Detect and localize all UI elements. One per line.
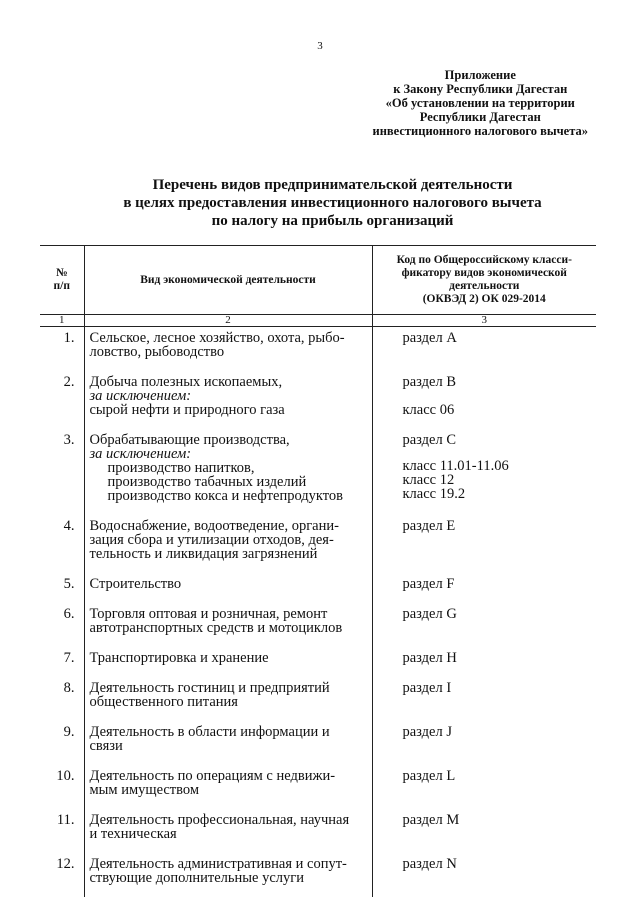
code-cell: раздел F: [372, 573, 596, 603]
activity-cell: Деятельность в области информации и связи: [84, 721, 372, 765]
row-number: 5.: [63, 576, 75, 592]
activity-cell: Сельское, лесное хозяйство, охота, рыбо- ловство, рыбоводство: [84, 327, 372, 372]
code-cell: раздел А: [372, 327, 596, 372]
row-number: 7.: [63, 650, 75, 666]
table-row: [40, 721, 596, 765]
appendix-line: к Закону Республики Дагестан: [393, 82, 568, 96]
activity-cell: Водоснабжение, водоотведение, органи- зация сбора и утилизации отходов, дея- тельность и ликвидация загрязнений: [84, 515, 372, 573]
code-cell: раздел В класс 06: [372, 371, 596, 429]
appendix-line: Приложение: [444, 68, 516, 82]
table-row: [40, 765, 596, 809]
exception-label: за исключением:: [89, 388, 192, 404]
row-number: 4.: [63, 518, 75, 534]
code-cell: раздел G: [372, 603, 596, 647]
document-title: [60, 176, 605, 230]
row-number: 3.: [63, 432, 75, 448]
table-row: [40, 371, 596, 429]
activity-cell: Деятельность гостиниц и предприятий общественного питания: [84, 677, 372, 721]
table-row: [40, 515, 596, 573]
row-number: 2.: [63, 374, 75, 390]
appendix-line: Республики Дагестан: [419, 110, 541, 124]
row-number: 6.: [63, 606, 75, 622]
column-number: 2: [84, 315, 372, 327]
activity-cell: Деятельность профессиональная, научная и техническая: [84, 809, 372, 853]
activity-cell: Деятельность по операциям с недвижи- мым имуществом: [84, 765, 372, 809]
exception-label: за исключением:: [89, 446, 192, 462]
title-line: Перечень видов предпринимательской деятельности: [152, 177, 513, 193]
activity-cell: Торговля оптовая и розничная, ремонт автотранспортных средств и мотоциклов: [84, 603, 372, 647]
column-number: 3: [372, 315, 596, 327]
table-row: [40, 327, 596, 372]
appendix-header: [373, 68, 588, 138]
header-code: Код по Общероссийскому класси- фикатору видов экономической деятельности (ОКВЭД 2) ОК 029-2014: [372, 246, 596, 315]
code-cell: раздел I: [372, 677, 596, 721]
table-row: [40, 603, 596, 647]
row-number: 8.: [63, 680, 75, 696]
activity-cell: Обрабатывающие производства, за исключением: производство напитков, производство табачных изделий производство кокса и нефтепродуктов: [84, 429, 372, 515]
table-row: [40, 677, 596, 721]
column-numbers-row: [40, 315, 596, 327]
table-row: [40, 573, 596, 603]
code-cell: раздел М: [372, 809, 596, 853]
table-row: [40, 853, 596, 897]
page-number: 3: [317, 40, 323, 52]
appendix-line: «Об установлении на территории: [385, 96, 575, 110]
activity-cell: Деятельность административная и сопут- ствующие дополнительные услуги: [84, 853, 372, 897]
row-number: 10.: [56, 768, 75, 784]
table-row: [40, 429, 596, 515]
column-number: 1: [40, 315, 84, 327]
activity-cell: Строительство: [84, 573, 372, 603]
row-number: 11.: [56, 812, 75, 828]
appendix-line: инвестиционного налогового вычета»: [372, 124, 588, 138]
activity-table: [40, 245, 596, 897]
title-line: по налогу на прибыль организаций: [211, 213, 454, 229]
table-header-row: [40, 246, 596, 315]
header-number: № п/п: [40, 246, 84, 315]
row-number: 12.: [56, 856, 75, 872]
row-number: 9.: [63, 724, 75, 740]
activity-cell: Транспортировка и хранение: [84, 647, 372, 677]
title-line: в целях предоставления инвестиционного налогового вычета: [123, 195, 542, 211]
code-cell: раздел J: [372, 721, 596, 765]
row-number: 1.: [63, 330, 75, 346]
table-row: [40, 647, 596, 677]
code-cell: раздел Е: [372, 515, 596, 573]
table-row: [40, 809, 596, 853]
code-cell: раздел L: [372, 765, 596, 809]
code-cell: раздел С класс 11.01-11.06 класс 12 класс 19.2: [372, 429, 596, 515]
activity-cell: Добыча полезных ископаемых, за исключением: сырой нефти и природного газа: [84, 371, 372, 429]
code-cell: раздел Н: [372, 647, 596, 677]
code-cell: раздел N: [372, 853, 596, 897]
header-activity: Вид экономической деятельности: [84, 246, 372, 315]
